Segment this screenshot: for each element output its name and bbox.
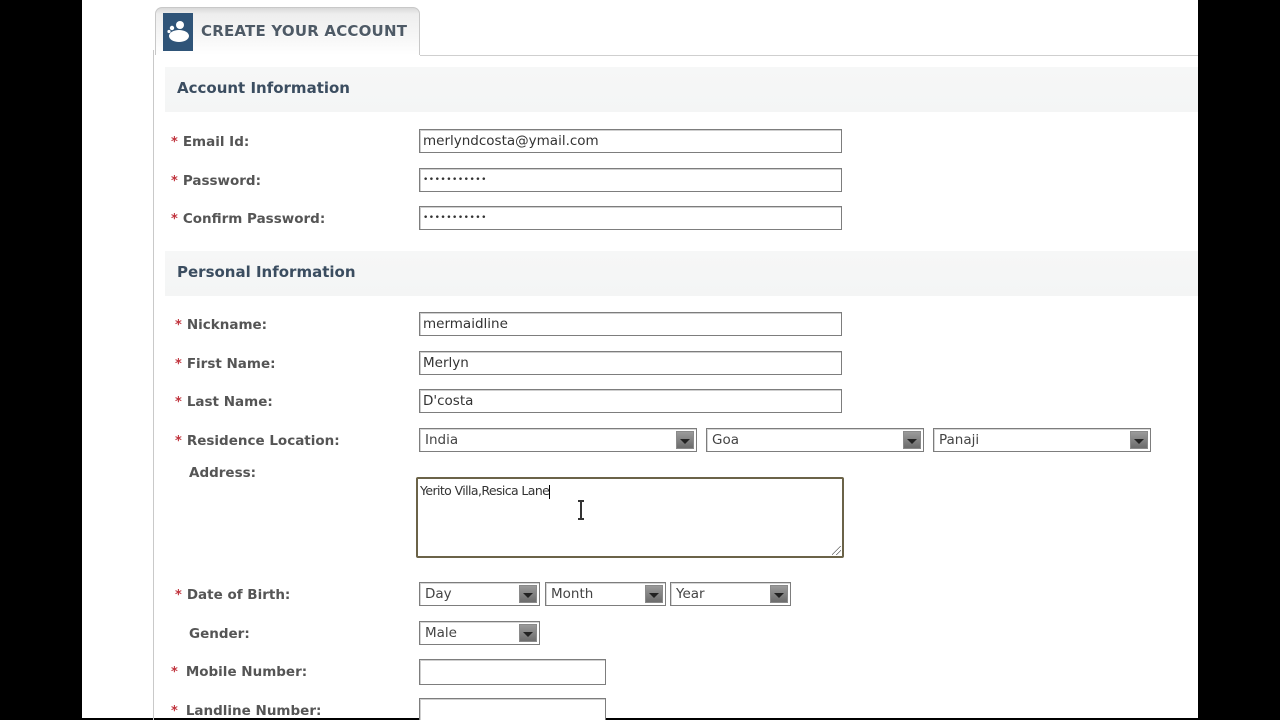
mobile-number-label: * Mobile Number: [171, 664, 308, 680]
section-personal-information [165, 251, 1198, 296]
dob-day-select[interactable]: Day [419, 582, 540, 606]
section-title: Personal Information [177, 263, 356, 281]
email-field[interactable]: merlyndcosta@ymail.com [419, 129, 842, 153]
required-marker: * [175, 357, 182, 372]
required-marker: * [171, 665, 178, 680]
address-text: Yerito Villa,Resica Lane [420, 483, 550, 498]
chevron-down-icon[interactable] [1130, 431, 1148, 449]
city-select[interactable]: Panaji [933, 428, 1151, 452]
password-label: * Password: [171, 173, 261, 189]
mobile-number-field[interactable] [419, 659, 606, 685]
first-name-label: * First Name: [175, 356, 276, 372]
chevron-down-icon[interactable] [519, 624, 537, 642]
confirm-password-label: * Confirm Password: [171, 211, 326, 227]
dob-year-select[interactable]: Year [670, 582, 791, 606]
required-marker: * [171, 174, 178, 189]
page-title: CREATE YOUR ACCOUNT [201, 22, 408, 40]
email-label: * Email Id: [171, 134, 250, 150]
required-marker: * [175, 434, 182, 449]
state-select[interactable]: Goa [706, 428, 924, 452]
people-icon [163, 13, 193, 51]
chevron-down-icon[interactable] [676, 431, 694, 449]
required-marker: * [175, 588, 182, 603]
nickname-field[interactable]: mermaidline [419, 312, 842, 336]
gender-select[interactable]: Male [419, 621, 540, 645]
nickname-label: * Nickname: [175, 317, 268, 333]
chevron-down-icon[interactable] [770, 585, 788, 603]
last-name-field[interactable]: D'costa [419, 389, 842, 413]
chevron-down-icon[interactable] [903, 431, 921, 449]
gender-label: Gender: [189, 626, 250, 642]
text-cursor-icon [576, 500, 586, 520]
dob-label: * Date of Birth: [175, 587, 291, 603]
resize-handle[interactable] [832, 546, 841, 555]
required-marker: * [175, 318, 182, 333]
form-frame-border [153, 50, 154, 720]
create-account-tab [155, 7, 420, 55]
chevron-down-icon[interactable] [645, 585, 663, 603]
chevron-down-icon[interactable] [519, 585, 537, 603]
landline-number-label: * Landline Number: [171, 703, 322, 719]
text-caret [549, 485, 550, 499]
required-marker: * [171, 212, 178, 227]
address-label: Address: [189, 465, 257, 481]
last-name-label: * Last Name: [175, 394, 273, 410]
required-marker: * [171, 135, 178, 150]
landline-number-field[interactable] [419, 698, 606, 720]
country-select[interactable]: India [419, 428, 697, 452]
first-name-field[interactable]: Merlyn [419, 351, 842, 375]
dob-month-select[interactable]: Month [545, 582, 666, 606]
address-textarea[interactable] [416, 477, 844, 558]
residence-location-label: * Residence Location: [175, 433, 340, 449]
required-marker: * [175, 395, 182, 410]
confirm-password-field[interactable]: ••••••••••• [419, 206, 842, 230]
password-field[interactable]: ••••••••••• [419, 168, 842, 192]
required-marker: * [171, 704, 178, 719]
section-account-information [165, 67, 1198, 112]
section-title: Account Information [177, 79, 350, 97]
tab-divider [420, 55, 1198, 56]
